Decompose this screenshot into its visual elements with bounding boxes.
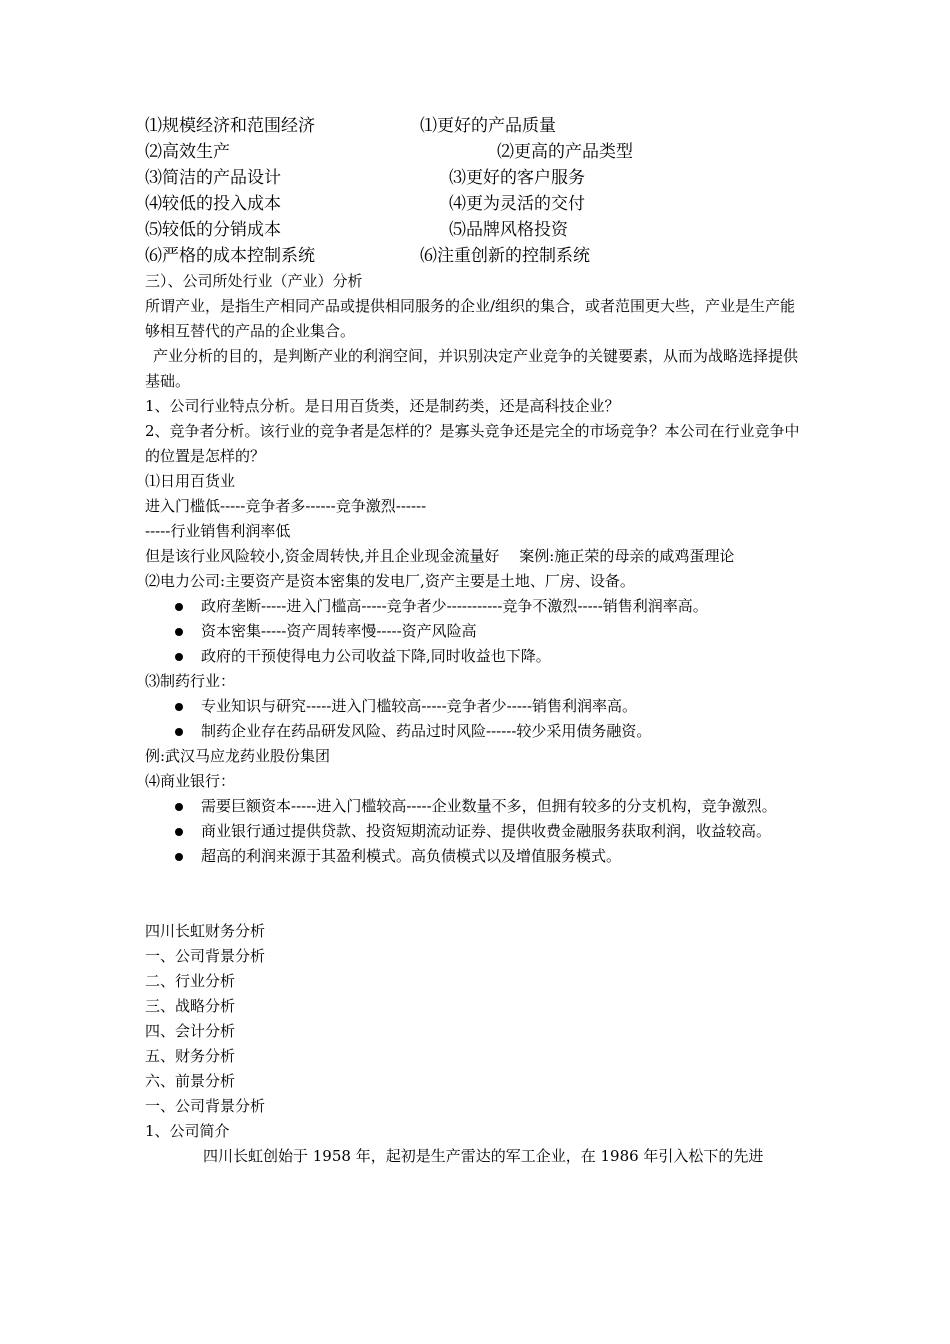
outline-item: 二、行业分析: [145, 972, 236, 990]
bullet-icon: [175, 853, 183, 861]
subsection-title: ⑵电力公司:主要资产是资本密集的发电厂,资产主要是土地、厂房、设备。: [145, 572, 635, 590]
paragraph: 进入门槛低-----竞争者多------竞争激烈------: [145, 497, 427, 515]
list-item: 2、竞争者分析。该行业的竞争者是怎样的？是寡头竞争还是完全的市场竞争？本公司在行业竞争中的位置是怎样的？: [145, 422, 800, 465]
diff-item: ⑴更好的产品质量: [420, 116, 556, 136]
subsection-title: ⑶制药行业：: [145, 672, 236, 690]
industry-definition: 所谓产业，是指生产相同产品或提供相同服务的企业/组织的集合，或者范围更大些，产业是生产能够相互替代的产品的企业集合。: [145, 297, 796, 340]
subsection-title: 1、公司简介: [145, 1122, 230, 1140]
subsection-title: ⑴日用百货业: [145, 472, 236, 490]
cost-item: ⑵高效生产: [145, 142, 230, 162]
bullet-text: 政府的干预使得电力公司收益下降,同时收益也下降。: [201, 647, 551, 665]
bullet-icon: [175, 803, 183, 811]
compare-row: [145, 217, 810, 243]
bullet-item: [145, 594, 810, 619]
outline-item: 五、财务分析: [145, 1047, 236, 1065]
diff-item: ⑸品牌风格投资: [449, 220, 568, 240]
compare-row: [145, 165, 810, 191]
paragraph: -----行业销售利润率低: [145, 522, 291, 540]
bullet-list: [145, 694, 810, 744]
compare-row: [145, 191, 810, 217]
subsection-title: ⑷商业银行：: [145, 772, 236, 790]
example-line: 例:武汉马应龙药业股份集团: [145, 747, 331, 765]
bullet-item: [145, 819, 810, 844]
diff-item: ⑹注重创新的控制系统: [420, 246, 590, 266]
compare-row: [145, 113, 810, 139]
outline-item: 四、会计分析: [145, 1022, 236, 1040]
outline-item: 三、战略分析: [145, 997, 236, 1015]
bullet-item: [145, 794, 810, 819]
company-intro: 四川长虹创始于 1958 年，起初是生产雷达的军工企业，在 1986 年引入松下的先进: [203, 1147, 764, 1165]
bullet-list: [145, 594, 810, 669]
section-heading: 一、公司背景分析: [145, 1097, 266, 1115]
outline-item: 六、前景分析: [145, 1072, 236, 1090]
document-page: [145, 113, 810, 1169]
bullet-item: [145, 619, 810, 644]
analysis-purpose: 产业分析的目的，是判断产业的利润空间，并识别决定产业竞争的关键要素，从而为战略选择提供基础。: [145, 347, 799, 390]
diff-item: ⑵更高的产品类型: [497, 142, 633, 162]
bullet-icon: [175, 653, 183, 661]
paragraph: 但是该行业风险较小,资金周转快,并且企业现金流量好 案例:施正荣的母亲的咸鸡蛋理论: [145, 547, 735, 565]
bullet-icon: [175, 728, 183, 736]
bullet-text: 制药企业存在药品研发风险、药品过时风险------较少采用债务融资。: [201, 722, 652, 740]
diff-item: ⑶更好的客户服务: [449, 168, 585, 188]
strategy-comparison: [145, 113, 810, 269]
diff-item: ⑷更为灵活的交付: [449, 194, 585, 214]
cost-item: ⑷较低的投入成本: [145, 194, 281, 214]
bullet-item: [145, 844, 810, 869]
list-item: 1、公司行业特点分析。是日用百货类，还是制药类，还是高科技企业？: [145, 397, 620, 415]
bullet-icon: [175, 828, 183, 836]
cost-item: ⑹严格的成本控制系统: [145, 246, 315, 266]
cost-item: ⑸较低的分销成本: [145, 220, 281, 240]
bullet-text: 资本密集-----资产周转率慢-----资产风险高: [201, 622, 477, 640]
cost-item: ⑴规模经济和范围经济: [145, 116, 315, 136]
bullet-list: [145, 794, 810, 869]
bullet-icon: [175, 703, 183, 711]
bullet-item: [145, 694, 810, 719]
outline-item: 一、公司背景分析: [145, 947, 266, 965]
bullet-text: 政府垄断-----进入门槛高-----竞争者少-----------竞争不激烈-----销售利润率高。: [201, 597, 708, 615]
section-heading: 三）、公司所处行业（产业）分析: [145, 272, 363, 290]
spacer: [145, 869, 810, 919]
bullet-item: [145, 719, 810, 744]
bullet-text: 需要巨额资本-----进入门槛较高-----企业数量不多，但拥有较多的分支机构，竞争激烈。: [201, 797, 777, 815]
bullet-text: 超高的利润来源于其盈利模式。高负债模式以及增值服务模式。: [201, 847, 622, 865]
compare-row: [145, 243, 810, 269]
bullet-text: 商业银行通过提供贷款、投资短期流动证券、提供收费金融服务获取利润，收益较高。: [201, 822, 772, 840]
bullet-icon: [175, 603, 183, 611]
report-title: 四川长虹财务分析: [145, 922, 266, 940]
compare-row: [145, 139, 810, 165]
bullet-item: [145, 644, 810, 669]
bullet-text: 专业知识与研究-----进入门槛较高-----竞争者少-----销售利润率高。: [201, 697, 638, 715]
bullet-icon: [175, 628, 183, 636]
cost-item: ⑶简洁的产品设计: [145, 168, 281, 188]
